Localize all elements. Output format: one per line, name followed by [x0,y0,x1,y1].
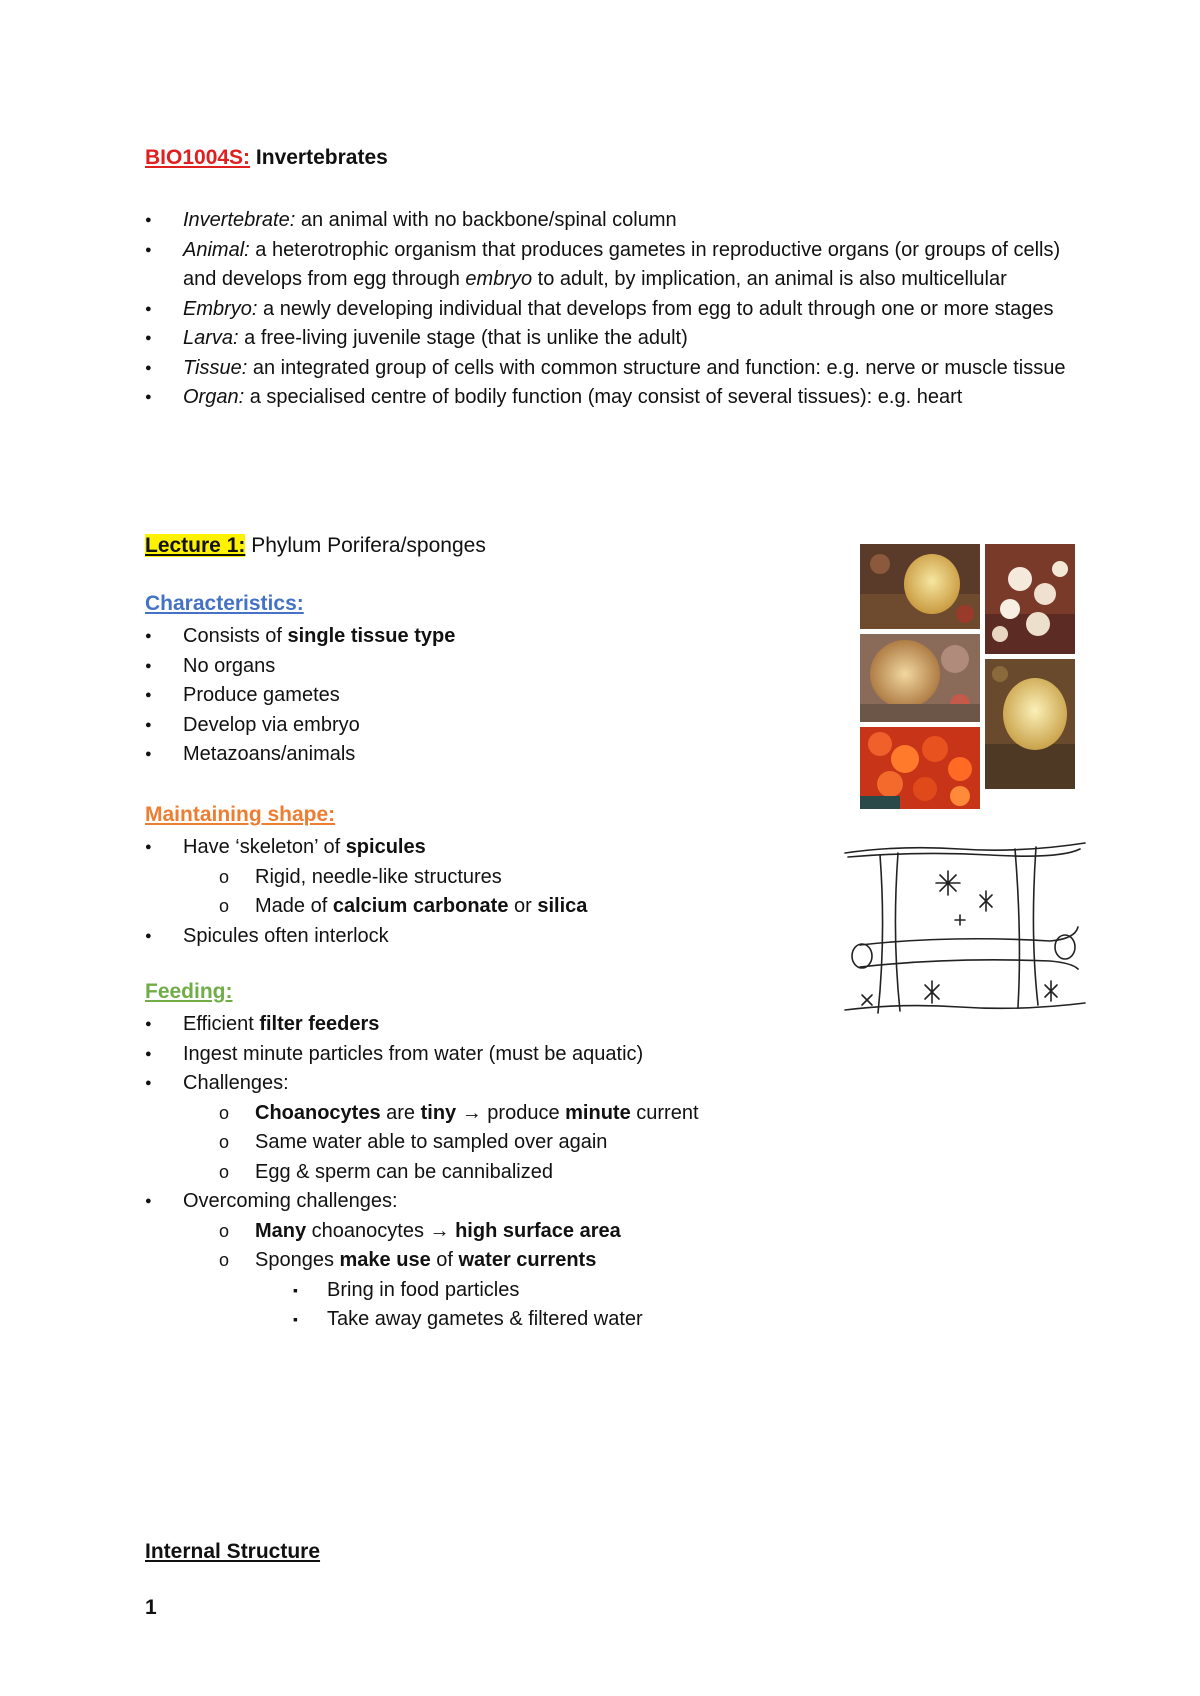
definition-item: ● Animal: a heterotrophic organism that produces gametes in reproductive organs (or groups of cells) and develops from egg through embryo to adult, by implication, an animal is also multicellular [145,236,1075,295]
list-item: ● Ingest minute particles from water (must be aquatic) [145,1040,699,1070]
list-item: ● Have ‘skeleton’ of spicules [145,833,587,863]
document-title [145,146,388,170]
shape-list [145,833,587,951]
list-item: ● Challenges: [145,1069,699,1099]
page-number: 1 [145,1596,157,1619]
definition-item: ● Tissue: an integrated group of cells with common structure and function: e.g. nerve or muscle tissue [145,354,1075,384]
lecture-label: Lecture 1: [145,534,246,557]
list-item: ● Produce gametes [145,681,455,711]
definition-item: ● Invertebrate: an animal with no backbone/spinal column [145,206,1075,236]
lecture-title: Phylum Porifera/sponges [245,534,486,557]
sponge-photo-3 [860,634,980,722]
sponge-photo-2 [985,544,1075,654]
list-item: o Egg & sperm can be cannibalized [145,1158,699,1188]
list-item: ● Efficient filter feeders [145,1010,699,1040]
sponge-photo-4 [985,659,1075,789]
list-item: ● No organs [145,652,455,682]
definition-item: ● Organ: a specialised centre of bodily function (may consist of several tissues): e.g. heart [145,383,1075,413]
internal-structure-heading: Internal Structure [145,1540,321,1563]
definition-item: ● Embryo: a newly developing individual that develops from egg to adult through one or more stages [145,295,1075,325]
list-item: o Sponges make use of water currents [145,1246,699,1276]
list-item: ▪ Take away gametes & filtered water [145,1305,699,1335]
list-item: o Same water able to sampled over again [145,1128,699,1158]
list-item: ● Spicules often interlock [145,922,587,952]
list-item: ▪ Bring in food particles [145,1276,699,1306]
list-item: o Many choanocytes → high surface area [145,1217,699,1247]
list-item: o Choanocytes are tiny → produce minute current [145,1099,699,1129]
maintaining-shape-heading: Maintaining shape: [145,803,336,826]
characteristics-heading: Characteristics: [145,592,304,615]
list-item: o Made of calcium carbonate or silica [145,892,587,922]
sponge-photo-1 [860,544,980,629]
list-item: ● Metazoans/animals [145,740,455,770]
sponge-photo-5 [860,727,980,809]
course-code: BIO1004S: [145,146,251,169]
spicule-drawing [840,835,1090,1025]
list-item: ● Overcoming challenges: [145,1187,699,1217]
sponge-photo-collage [860,544,1075,814]
list-item: ● Develop via embryo [145,711,455,741]
definitions-list [145,206,1075,413]
list-item: ● Consists of single tissue type [145,622,455,652]
feeding-heading: Feeding: [145,980,233,1003]
feeding-list [145,1010,699,1335]
lecture-heading [145,534,486,558]
course-title: Invertebrates [255,146,388,169]
characteristics-list [145,622,455,770]
list-item: o Rigid, needle-like structures [145,863,587,893]
definition-item: ● Larva: a free-living juvenile stage (that is unlike the adult) [145,324,1075,354]
